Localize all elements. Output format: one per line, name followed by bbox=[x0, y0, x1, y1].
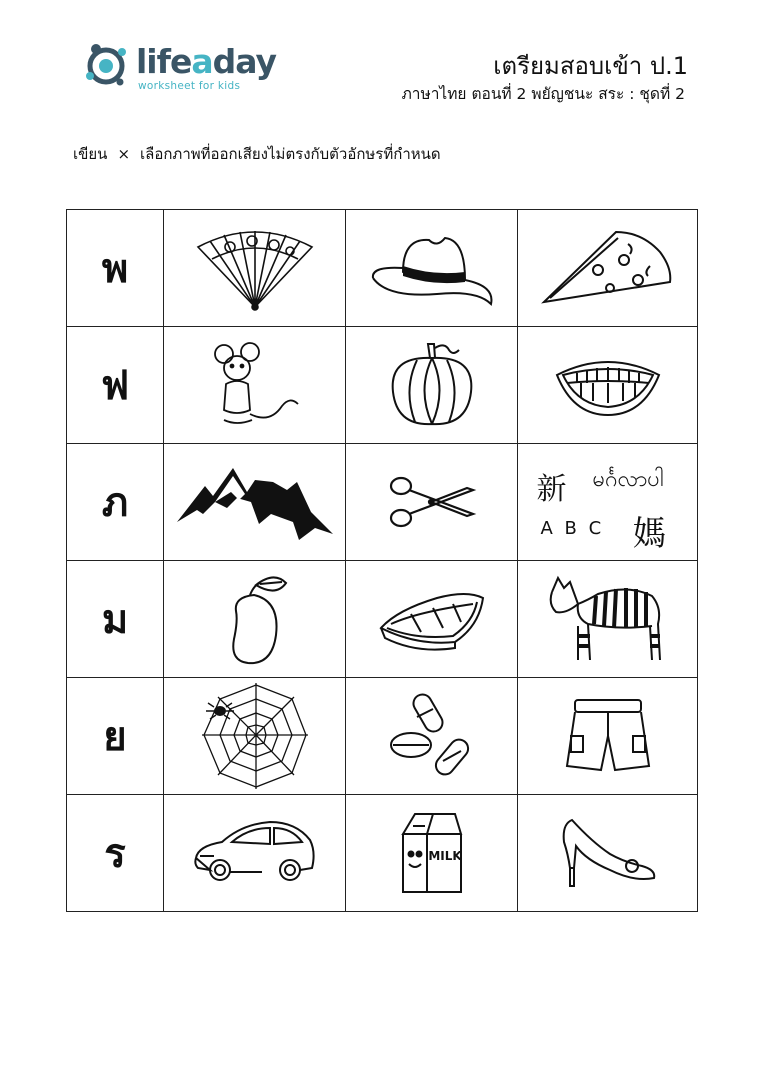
milk-label: MILK bbox=[427, 849, 462, 863]
picture-cell[interactable] bbox=[518, 444, 698, 561]
table-row bbox=[67, 444, 698, 561]
languages-icon bbox=[523, 452, 693, 552]
picture-cell[interactable] bbox=[518, 678, 698, 795]
car-icon bbox=[192, 818, 318, 888]
chinese-char: 媽 bbox=[632, 514, 667, 554]
row-letter: ร bbox=[67, 795, 164, 912]
pumpkin-icon bbox=[387, 340, 477, 430]
picture-cell[interactable] bbox=[164, 210, 346, 327]
picture-cell[interactable] bbox=[518, 561, 698, 678]
picture-cell[interactable] bbox=[518, 795, 698, 912]
row-letter: ฟ bbox=[67, 327, 164, 444]
picture-cell[interactable] bbox=[346, 795, 518, 912]
picture-cell[interactable] bbox=[346, 678, 518, 795]
scissors-icon bbox=[387, 472, 477, 532]
medicine-icon bbox=[387, 691, 477, 781]
zebra-icon bbox=[548, 574, 668, 664]
logo-tagline: worksheet for kids bbox=[138, 80, 241, 92]
row-letter: พ bbox=[67, 210, 164, 327]
mouse-icon bbox=[210, 340, 300, 430]
chinese-char: 新 bbox=[536, 472, 567, 507]
mango-icon bbox=[220, 571, 290, 667]
picture-cell[interactable] bbox=[164, 561, 346, 678]
table-row bbox=[67, 210, 698, 327]
logo-mark-icon bbox=[82, 40, 132, 90]
cross-mark-icon: × bbox=[117, 145, 131, 163]
picture-cell[interactable] bbox=[518, 327, 698, 444]
table-row bbox=[67, 678, 698, 795]
picture-cell[interactable] bbox=[346, 444, 518, 561]
milk-icon bbox=[397, 810, 467, 896]
teeth-icon bbox=[553, 353, 663, 417]
latin-text: A B C bbox=[540, 518, 605, 539]
hat-icon bbox=[367, 228, 497, 308]
table-row bbox=[67, 795, 698, 912]
worksheet-grid bbox=[66, 209, 698, 912]
burmese-text: မင်္ဂလာပါ bbox=[592, 467, 664, 492]
table-row bbox=[67, 561, 698, 678]
picture-cell[interactable] bbox=[518, 210, 698, 327]
instruction-prefix: เขียน bbox=[73, 145, 108, 163]
table-row bbox=[67, 327, 698, 444]
row-letter: ย bbox=[67, 678, 164, 795]
pizza-icon bbox=[538, 226, 678, 310]
logo bbox=[82, 38, 282, 98]
page-subtitle: ภาษาไทย ตอนที่ 2 พยัญชนะ สระ : ชุดที่ 2 bbox=[401, 85, 685, 103]
spider-web-icon bbox=[200, 681, 310, 791]
picture-cell[interactable] bbox=[164, 795, 346, 912]
high-heel-icon bbox=[558, 816, 658, 890]
shorts-icon bbox=[563, 696, 653, 776]
instruction bbox=[73, 142, 441, 166]
boat-icon bbox=[377, 584, 487, 654]
page-title: เตรียมสอบเข้า ป.1 bbox=[493, 52, 688, 80]
picture-cell[interactable] bbox=[346, 210, 518, 327]
logo-wordmark: lifeaday bbox=[136, 42, 277, 81]
mountain-icon bbox=[175, 462, 335, 542]
row-letter: ภ bbox=[67, 444, 164, 561]
fan-icon bbox=[190, 223, 320, 313]
picture-cell[interactable] bbox=[346, 561, 518, 678]
picture-cell[interactable] bbox=[164, 678, 346, 795]
row-letter: ม bbox=[67, 561, 164, 678]
picture-cell[interactable] bbox=[346, 327, 518, 444]
picture-cell[interactable] bbox=[164, 444, 346, 561]
picture-cell[interactable] bbox=[164, 327, 346, 444]
instruction-text: เลือกภาพที่ออกเสียงไม่ตรงกับตัวอักษรที่กำหนด bbox=[140, 145, 441, 163]
